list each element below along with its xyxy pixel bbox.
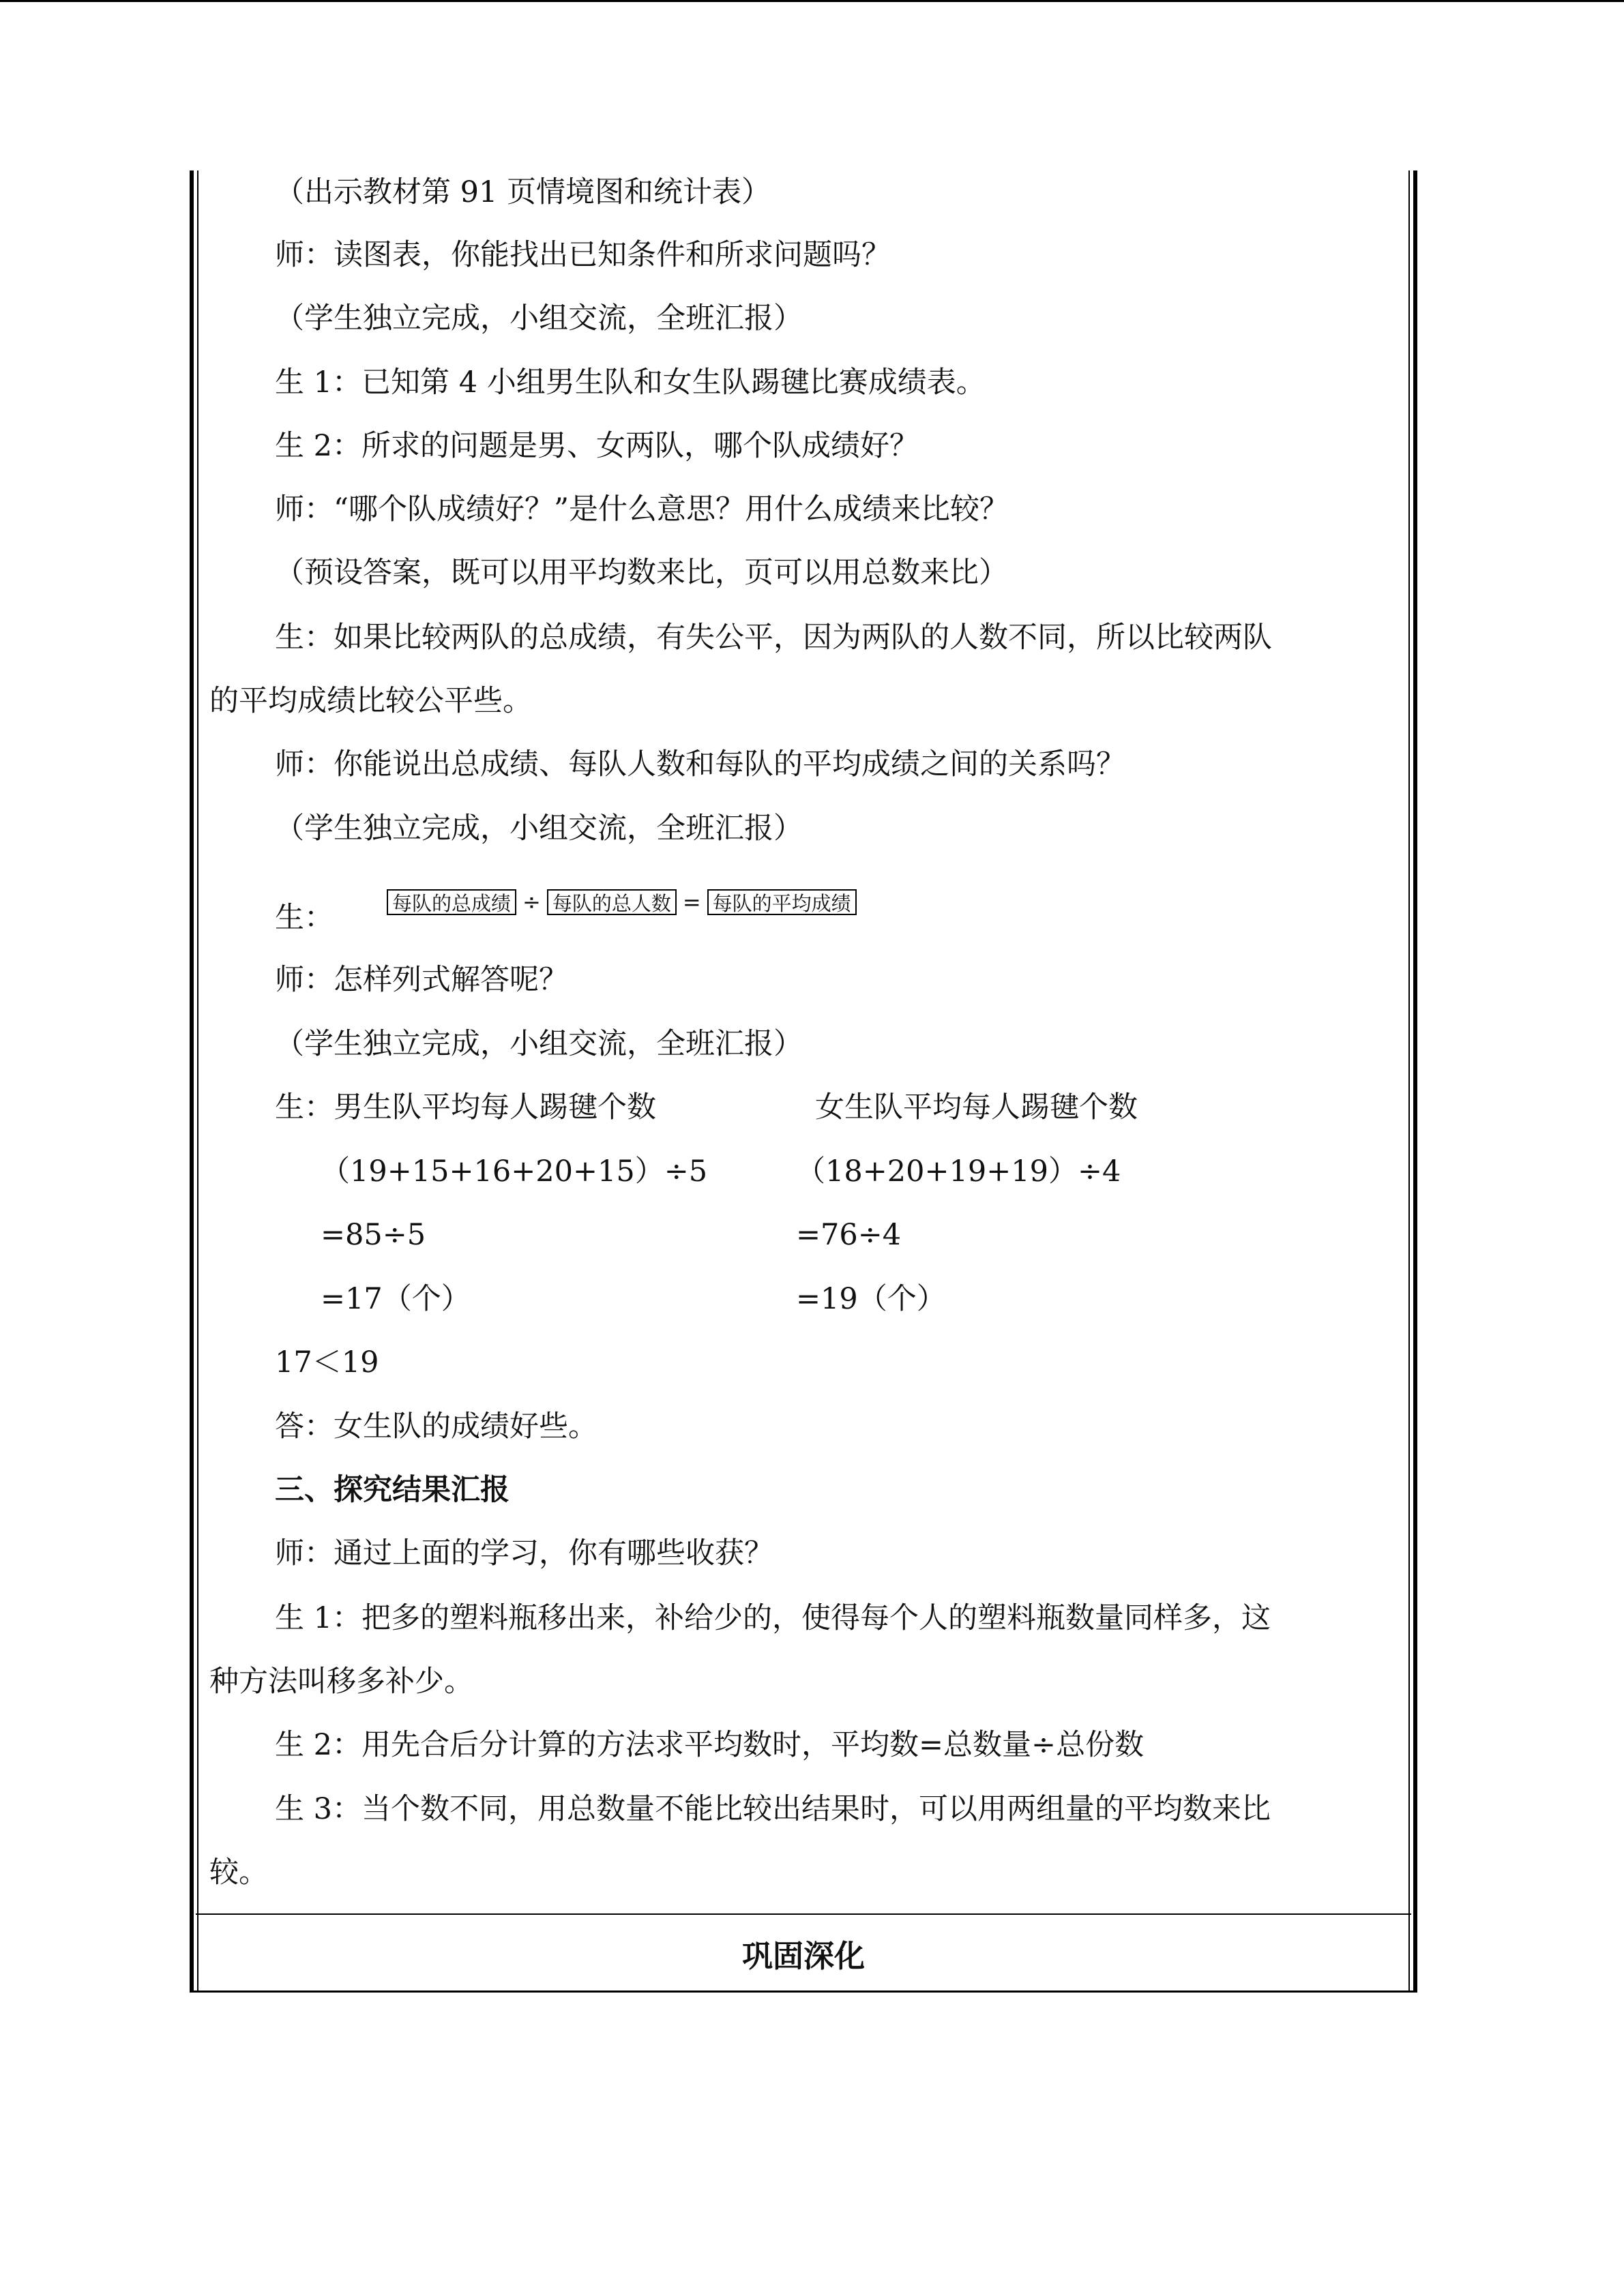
page-top-border [0,0,1624,2]
text-line: 师：读图表，你能找出已知条件和所求问题吗？ [275,238,891,272]
text-line: 较。 [209,1855,268,1890]
calc-left-title: 生：男生队平均每人踢毽个数 [275,1090,656,1124]
relation-formula [387,887,857,917]
text-line: （出示教材第 91 页情境图和统计表） [275,175,771,209]
text-line: 生 3：当个数不同，用总数量不能比较出结果时，可以用两组量的平均数来比 [275,1792,1271,1826]
text-line: （学生独立完成，小组交流，全班汇报） [275,1027,803,1061]
table-row-divider [196,1913,1411,1915]
formula-box-total-score: 每队的总成绩 [387,889,516,915]
equals-sign: = [682,889,701,915]
calc-right-step: =76÷4 [796,1218,902,1252]
formula-box-team-size: 每队的总人数 [547,889,677,915]
calc-left-step: =17（个） [321,1282,471,1316]
text-line: （学生独立完成，小组交流，全班汇报） [275,301,803,336]
formula-box-average-score: 每队的平均成绩 [707,889,857,915]
section-heading: 三、探究结果汇报 [275,1473,510,1507]
text-line: 生 2：用先合后分计算的方法求平均数时，平均数=总数量÷总份数 [275,1728,1145,1762]
text-line: 师：怎样列式解答呢？ [275,963,568,997]
section-title-consolidation: 巩固深化 [741,1937,865,1974]
text-line: 生 2：所求的问题是男、女两队，哪个队成绩好？ [275,429,919,463]
formula-prefix: 生： [275,901,334,935]
text-line: 种方法叫移多补少。 [209,1665,473,1699]
calc-left-step: =85÷5 [321,1218,426,1252]
comparison: 17＜19 [275,1345,379,1380]
calc-right-step: =19（个） [796,1282,946,1316]
answer: 答：女生队的成绩好些。 [275,1410,597,1444]
calc-right-title: 女生队平均每人踢毽个数 [815,1090,1138,1124]
calc-left-step: （19+15+16+20+15）÷5 [321,1154,708,1189]
text-line: 生 1：已知第 4 小组男生队和女生队踢毽比赛成绩表。 [275,366,986,400]
text-line: 生 1：把多的塑料瓶移出来，补给少的，使得每个人的塑料瓶数量同样多，这 [275,1601,1271,1635]
text-line: （预设答案，既可以用平均数来比，页可以用总数来比） [275,556,1008,590]
text-line: 生：如果比较两队的总成绩，有失公平，因为两队的人数不同，所以比较两队 [275,621,1272,655]
text-line: （学生独立完成，小组交流，全班汇报） [275,811,803,846]
text-line: 师：你能说出总成绩、每队人数和每队的平均成绩之间的关系吗？ [275,747,1125,781]
divide-sign: ÷ [522,889,541,915]
text-line: 的平均成绩比较公平些。 [209,684,532,718]
calc-right-step: （18+20+19+19）÷4 [796,1154,1121,1189]
text-line: 师：通过上面的学习，你有哪些收获？ [275,1536,773,1570]
text-line: 师：“哪个队成绩好？”是什么意思？用什么成绩来比较？ [275,492,1009,526]
